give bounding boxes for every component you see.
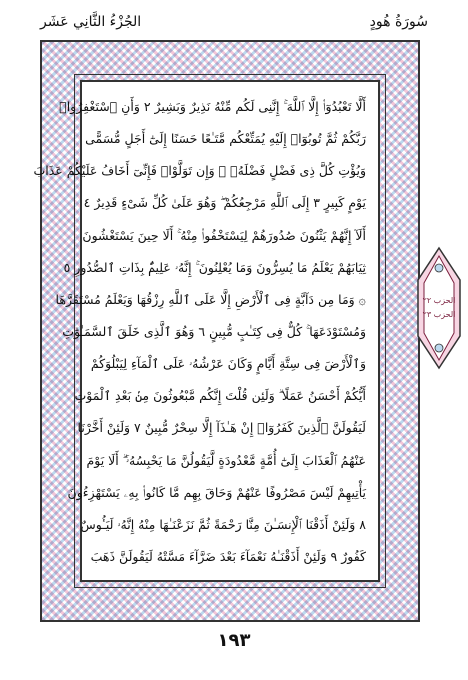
hizb-marker-ornament-icon — [416, 246, 462, 370]
juz-name: الجُزْءُ الثَّانِي عَشَر — [40, 14, 142, 30]
text-line: وَمُسْتَوْدَعَهَا ۚ كُلٌّ فِى كِتَـٰبٍ مُّبِينٍ ٦ وَهُوَ ٱلَّذِى خَلَقَ ٱلسَّمَـٰوَٰتِ — [62, 323, 366, 339]
text-line: ۞ وَمَا مِن دَآبَّةٍ فِى ٱلْأَرْضِ إِلَّا عَلَى ٱللَّهِ رِزْقُهَا وَيَعْلَمُ مُسْتَقَرَّهَا — [55, 291, 366, 307]
text-line: ٨ وَلَئِنْ أَذَقْنَا ٱلْإِنسَـٰنَ مِنَّا رَحْمَةً ثُمَّ نَزَعْنَـٰهَا مِنْهُ إِنَّهُۥ لَيَـُٔوسٌ — [80, 516, 366, 532]
hizb-marker-line2: الحزب ٢٣ — [422, 310, 456, 319]
text-line: وَٱلْأَرْضَ فِى سِتَّةِ أَيَّامٍ وَكَانَ عَرْشُهُۥ عَلَى ٱلْمَآءِ لِيَبْلُوَكُمْ — [90, 356, 366, 372]
text-line: لَيَقُولَنَّ ٱلَّذِينَ كَفَرُوٓا۟ إِنْ هَـٰذَآ إِلَّا سِحْرٌ مُّبِينٌ ٧ وَلَئِنْ أَخَّرْنَا — [77, 420, 366, 436]
text-line: أَلَآ إِنَّهُمْ يَثْنُونَ صُدُورَهُمْ لِيَسْتَخْفُوا۟ مِنْهُ ۚ أَلَا حِينَ يَسْتَغْشُونَ — [82, 227, 366, 243]
text-line: ثِيَابَهُمْ يَعْلَمُ مَا يُسِرُّونَ وَمَا يُعْلِنُونَ ۚ إِنَّهُۥ عَلِيمٌۢ بِذَاتِ ٱلصُّدُورِ ٥ — [63, 259, 366, 275]
text-line: عَنْهُمُ ٱلْعَذَابَ إِلَىٰٓ أُمَّةٍ مَّعْدُودَةٍ لَّيَقُولُنَّ مَا يَحْبِسُهُۥٓ ۗ أَلَا يَوْمَ — [86, 452, 366, 468]
text-line: أَلَّا تَعْبُدُوٓا۟ إِلَّا ٱللَّهَ ۚ إِنَّنِى لَكُم مِّنْهُ نَذِيرٌ وَبَشِيرٌ ٢ وَأَنِ ٱسْتَغْفِرُوا۟ — [59, 99, 366, 114]
text-line: كَفُورٌ ٩ وَلَئِنْ أَذَقْنَـٰهُ نَعْمَآءَ بَعْدَ ضَرَّآءَ مَسَّتْهُ لَيَقُولَنَّ ذَهَبَ — [90, 548, 366, 564]
page-header — [40, 6, 428, 38]
hizb-marker — [416, 246, 462, 370]
text-line: يَوْمٍ كَبِيرٍ ٣ إِلَى ٱللَّهِ مَرْجِعُكُمْ ۖ وَهُوَ عَلَىٰ كُلِّ شَىْءٍ قَدِيرٌ ٤ — [83, 195, 366, 211]
text-area — [33, 92, 366, 572]
text-line: رَبَّكُمْ ثُمَّ تُوبُوٓا۟ إِلَيْهِ يُمَتِّعْكُم مَّتَـٰعًا حَسَنًا إِلَىٰٓ أَجَلٍ مُّسَمًّى — [85, 131, 366, 147]
text-line: وَيُؤْتِ كُلَّ ذِى فَضْلٍ فَضْلَهُۥ ۖ وَإِن تَوَلَّوْا۟ فَإِنِّىٓ أَخَافُ عَلَيْكُمْ عَذَابَ — [33, 163, 366, 179]
hizb-marker-line1: الحزب ٢٢ — [422, 296, 456, 305]
ornamental-frame — [33, 40, 420, 622]
page-number: ١٩٣ — [217, 630, 251, 651]
text-panel — [33, 80, 380, 582]
text-line: يَأْتِيهِمْ لَيْسَ مَصْرُوفًا عَنْهُمْ وَحَاقَ بِهِم مَّا كَانُوا۟ بِهِۦ يَسْتَهْزِءُونَ — [67, 484, 366, 500]
surah-name: سُورَةُ هُودٍ — [369, 14, 428, 30]
text-line: أَيُّكُمْ أَحْسَنُ عَمَلًا ۗ وَلَئِن قُلْتَ إِنَّكُم مَّبْعُوثُونَ مِنۢ بَعْدِ ٱلْمَوْتِ — [74, 388, 366, 404]
